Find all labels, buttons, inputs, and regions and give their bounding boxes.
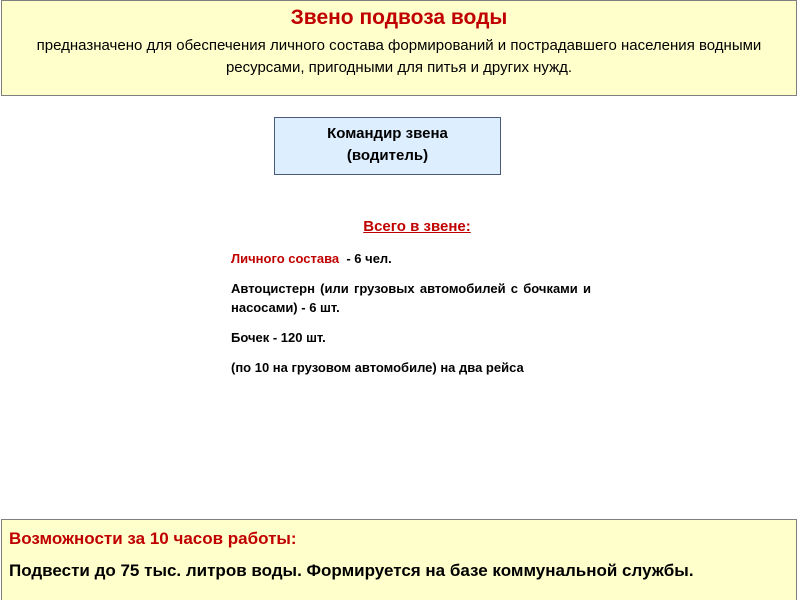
- summary-block: [231, 218, 591, 388]
- personnel-label: Личного состава: [231, 251, 340, 266]
- summary-title: Всего в звене:: [363, 218, 471, 235]
- personnel-line: [231, 249, 591, 268]
- barrels-line: Бочек - 120 шт.: [231, 330, 326, 345]
- personnel-value: - 6 чел.: [339, 251, 392, 266]
- tankers-line: Автоцистерн (или грузовых автомобилей с бочками и насосами) - 6 шт.: [231, 281, 591, 315]
- header-panel: [1, 0, 797, 96]
- barrels-note-line: (по 10 на грузовом автомобиле) на два рейса: [231, 360, 524, 375]
- commander-subtitle: (водитель): [346, 147, 429, 164]
- capabilities-text: Подвести до 75 тыс. литров воды. Формируется на базе коммунальной службы.: [9, 561, 694, 580]
- header-description: предназначено для обеспечения личного состава формирований и пострадавшего населения водными ресурсами, пригодными для питья и других нужд.: [36, 37, 762, 76]
- commander-box: [274, 117, 501, 175]
- commander-title: Командир звена: [327, 125, 448, 142]
- capabilities-title: Возможности за 10 часов работы:: [9, 529, 297, 548]
- footer-panel: [1, 519, 797, 600]
- page-title: Звено подвоза воды: [290, 6, 508, 29]
